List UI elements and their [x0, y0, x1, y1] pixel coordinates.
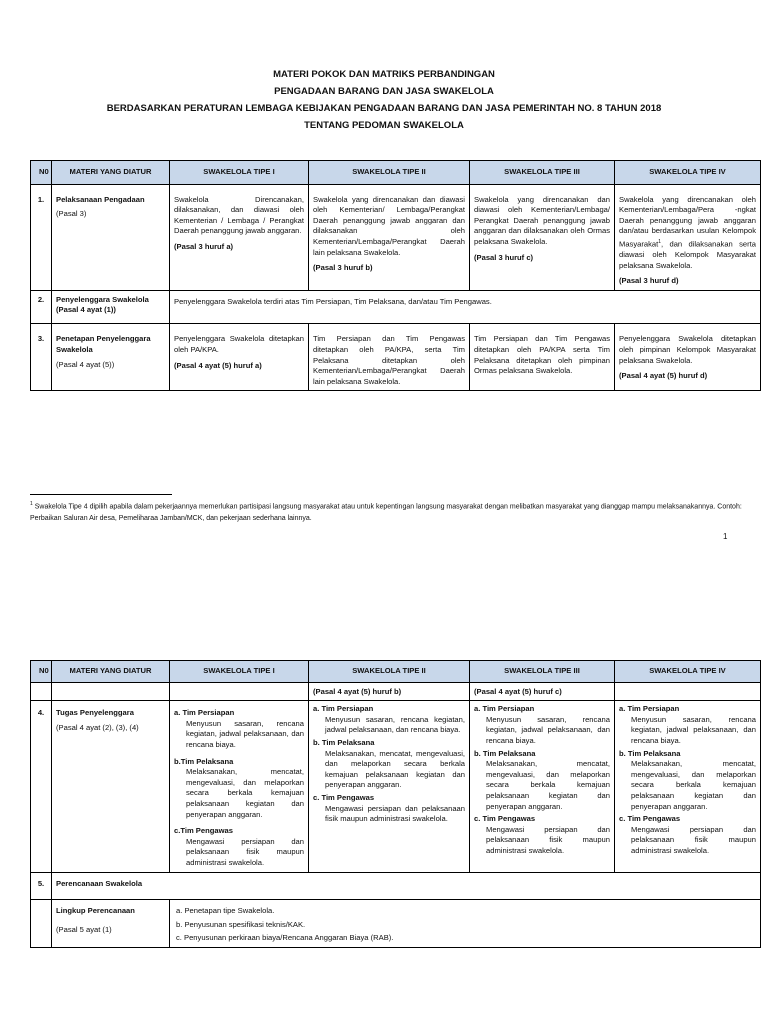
cell-tipe-2: Tim Persiapan dan Tim Pengawas ditetapkan oleh PA/KPA, serta Tim Pelaksana ditetapkan oleh Kementerian/Lembaga/Perangkat Daerah lain pelaksana Swakelola. [309, 324, 470, 391]
empty-cell [31, 900, 52, 948]
cell-text-continued: , dan dilaksanakan serta diawasi oleh Kelompok Masyarakat pelaksana Swakelola. [619, 239, 756, 270]
comparison-table-page-1 [30, 160, 761, 391]
footnote-number: 1 [30, 501, 33, 507]
header-materi: MATERI YANG DIATUR [52, 161, 170, 185]
footnote [30, 499, 758, 524]
row-number: 3. [31, 324, 52, 391]
row-number: 1. [31, 184, 52, 290]
tim-pelaksana-label: b. Tim Pelaksana [474, 748, 536, 758]
doc-title-line-2: PENGADAAN BARANG DAN JASA SWAKELOLA [274, 86, 494, 97]
materi-label: Pelaksanaan Pengadaan [56, 194, 145, 204]
cell-text: Swakelola yang direncanakan oleh Kementerian/Lembaga/Pera -ngkat Daerah penanggung jawab anggaran dan/atau berdasarkan usulan Kelompok Masyarakat [619, 194, 756, 249]
cell-text: Swakelola yang direncanakan dan diawasi oleh Kementerian/ Lembaga/Perangkat Daerah penanggung jawab anggaran dan dilaksanakan oleh Kementerian/Lembaga/Perangkat Daerah lain pelaksana Swakelola. [313, 194, 465, 257]
row-number: 2. [31, 290, 52, 324]
table-row [31, 324, 761, 391]
header-no: N0 [31, 161, 52, 185]
cell-text: Swakelola yang direncanakan dan diawasi oleh Kementerian/Lembaga/ Perangkat Daerah penanggung jawab anggaran dan dilaksanakan oleh Ormas pelaksana Swakelola. [474, 194, 610, 246]
table-row [31, 872, 761, 900]
header-materi: MATERI YANG DIATUR [52, 661, 170, 683]
tim-persiapan-text: Menyusun sasaran, rencana kegiatan, jadwal pelaksanaan, dan rencana biaya. [486, 714, 610, 745]
materi-reference: (Pasal 4 ayat (5)) [56, 359, 115, 369]
tim-persiapan-label: a. Tim Persiapan [619, 704, 680, 714]
cell-tipe-1 [170, 701, 309, 872]
list-item: b. Penyusunan spesifikasi teknis/KAK. [176, 919, 306, 929]
header-tipe-3: SWAKELOLA TIPE III [470, 661, 615, 683]
comparison-table-page-2 [30, 660, 761, 948]
header-tipe-1: SWAKELOLA TIPE I [170, 161, 309, 185]
cell-reference: (Pasal 3 huruf a) [174, 241, 234, 251]
cell-reference: (Pasal 3 huruf b) [313, 263, 373, 273]
cell-reference: (Pasal 4 ayat (5) huruf a) [174, 360, 262, 370]
cell-reference: (Pasal 3 huruf d) [619, 276, 679, 286]
tim-pelaksana-label: b. Tim Pelaksana [313, 737, 375, 747]
cell-tipe-1 [170, 184, 309, 290]
tim-persiapan-label: a. Tim Persiapan [313, 704, 374, 714]
footnote-divider [30, 494, 172, 495]
materi-reference: (Pasal 4 ayat (2), (3), (4) [56, 722, 139, 732]
doc-title-line-3: BERDASARKAN PERATURAN LEMBAGA KEBIJAKAN PENGADAAN BARANG DAN JASA PEMERINTAH NO. 8 TAHUN 2018 [106, 103, 662, 114]
cell-tipe-3-reference: (Pasal 4 ayat (5) huruf c) [470, 682, 615, 701]
document-page-2 [0, 590, 768, 1024]
table-row [31, 290, 761, 324]
header-tipe-1: SWAKELOLA TIPE I [170, 661, 309, 683]
footnote-marker: 1 [658, 238, 662, 245]
header-tipe-4: SWAKELOLA TIPE IV [615, 161, 761, 185]
header-tipe-2: SWAKELOLA TIPE II [309, 161, 470, 185]
tim-pengawas-label: c. Tim Pengawas [619, 814, 681, 824]
tim-pengawas-text: Mengawasi persiapan dan pelaksanaan fisik maupun administrasi swakelola. [631, 824, 756, 855]
row-number: 5. [31, 872, 52, 900]
tim-pelaksana-text: Melaksanakan, mencatat, mengevaluasi, dan melaporkan secara berkala kemajuan pelaksanaan kegiatan dan penyerapan anggaran. [186, 767, 304, 819]
tim-pengawas-label: c. Tim Pengawas [313, 792, 375, 802]
cell-text: Penyelenggara Swakelola ditetapkan oleh pimpinan Kelompok Masyarakat pelaksana Swakelola. [619, 334, 756, 365]
table-row [31, 682, 761, 701]
cell-tipe-3 [470, 701, 615, 872]
list-item: c. Penyusunan perkiraan biaya/Rencana Anggaran Biaya (RAB). [176, 933, 394, 943]
header-tipe-4: SWAKELOLA TIPE IV [615, 661, 761, 683]
empty-cell [170, 682, 309, 701]
footnote-text: Swakelola Tipe 4 dipilih apabila dalam pekerjaannya memerlukan partisipasi langsung masyarakat atau untuk kepentingan langsung masyarakat dengan melibatkan masyarakat yang dianggap mampu melaksanakannya. Contoh: Perbaikan Saluran Air desa, Pemeliharaa Jamban/MCK, dan pekerjaan sederhana lainnya. [30, 503, 742, 522]
row-materi [52, 184, 170, 290]
materi-label: Tugas Penyelenggara [56, 708, 134, 718]
list-item: a. Penetapan tipe Swakelola. [176, 906, 275, 916]
tim-pelaksana-label: b. Tim Pelaksana [619, 748, 681, 758]
row-materi [52, 900, 170, 948]
cell-tipe-2 [309, 701, 470, 872]
materi-reference: (Pasal 4 ayat (1)) [56, 305, 116, 315]
tim-pengawas-text: Mengawasi persiapan dan pelaksanaan fisik maupun administrasi swakelola. [486, 824, 610, 855]
cell-tipe-2-reference: (Pasal 4 ayat (5) huruf b) [309, 682, 470, 701]
lingkup-list [170, 900, 761, 948]
empty-cell [52, 682, 170, 701]
tim-persiapan-label: a. Tim Persiapan [174, 708, 235, 718]
doc-title-line-1: MATERI POKOK DAN MATRIKS PERBANDINGAN [273, 69, 495, 80]
cell-text: Penyelenggara Swakelola ditetapkan oleh PA/KPA. [174, 334, 304, 355]
table-header-row [31, 161, 761, 185]
header-tipe-3: SWAKELOLA TIPE III [470, 161, 615, 185]
cell-tipe-3 [470, 184, 615, 290]
table-row [31, 184, 761, 290]
row-materi [52, 324, 170, 391]
tim-persiapan-text: Menyusun sasaran, rencana kegiatan, jadwal pelaksanaan, dan rencana biaya. [186, 718, 304, 749]
cell-tipe-3: Tim Persiapan dan Tim Pengawas ditetapkan oleh PA/KPA serta Tim Pelaksana ditetapkan oleh pimpinan Ormas pelaksana Swakelola. [470, 324, 615, 391]
materi-label: Penetapan Penyelenggara Swakelola [56, 334, 151, 355]
empty-cell [31, 682, 52, 701]
tim-persiapan-label: a. Tim Persiapan [474, 704, 535, 714]
table-row [31, 701, 761, 872]
cell-tipe-4 [615, 184, 761, 290]
header-tipe-2: SWAKELOLA TIPE II [309, 661, 470, 683]
tim-pengawas-text: Mengawasi persiapan dan pelaksanaan fisik maupun administrasi swakelola. [186, 836, 304, 867]
tim-pelaksana-text: Melaksanakan, mencatat, mengevaluasi, dan melaporkan secara berkala kemajuan pelaksanaan kegiatan dan penyerapan anggaran. [631, 759, 756, 811]
cell-tipe-4 [615, 324, 761, 391]
cell-tipe-1 [170, 324, 309, 391]
cell-reference: (Pasal 3 huruf c) [474, 252, 534, 262]
materi-label: Lingkup Perencanaan [56, 906, 135, 916]
cell-reference: (Pasal 4 ayat (5) huruf d) [619, 371, 708, 381]
table-header-row [31, 661, 761, 683]
merged-cell: Penyelenggara Swakelola terdiri atas Tim Persiapan, Tim Pelaksana, dan/atau Tim Pengawas. [170, 290, 761, 324]
tim-persiapan-text: Menyusun sasaran, rencana kegiatan, jadwal pelaksanaan, dan rencana biaya. [631, 714, 756, 745]
empty-cell [615, 682, 761, 701]
row-materi [52, 290, 170, 324]
tim-pengawas-label: c. Tim Pengawas [474, 814, 536, 824]
header-no: N0 [31, 661, 52, 683]
materi-reference: (Pasal 3) [56, 209, 87, 219]
materi-reference: (Pasal 5 ayat (1) [56, 924, 112, 934]
cell-text: Swakelola Direncanakan, dilaksanakan, dan diawasi oleh Kementerian / Lembaga / Perangkat Daerah penanggung jawab anggaran. [174, 194, 304, 236]
row-materi [52, 701, 170, 872]
tim-pengawas-label: c.Tim Pengawas [174, 826, 233, 836]
page-number: 1 [723, 532, 728, 541]
cell-tipe-2 [309, 184, 470, 290]
cell-tipe-4 [615, 701, 761, 872]
tim-pengawas-text: Mengawasi persiapan dan pelaksanaan fisik maupun administrasi swakelola. [325, 803, 465, 824]
tim-pelaksana-text: Melaksanakan, mencatat, mengevaluasi, dan melaporkan secara berkala kemajuan pelaksanaan kegiatan dan penyerapan anggaran. [325, 748, 465, 790]
tim-pelaksana-text: Melaksanakan, mencatat, mengevaluasi, dan melaporkan secara berkala kemajuan pelaksanaan kegiatan dan penyerapan anggaran. [486, 759, 610, 811]
section-title: Perencanaan Swakelola [52, 872, 761, 900]
tim-persiapan-text: Menyusun sasaran, rencana kegiatan, jadwal pelaksanaan, dan rencana biaya. [325, 714, 465, 735]
row-number: 4. [31, 701, 52, 872]
doc-title-line-4: TENTANG PEDOMAN SWAKELOLA [304, 120, 464, 131]
tim-pelaksana-label: b.Tim Pelaksana [174, 756, 234, 766]
materi-label: Penyelenggara Swakelola [56, 294, 149, 304]
table-row [31, 900, 761, 948]
